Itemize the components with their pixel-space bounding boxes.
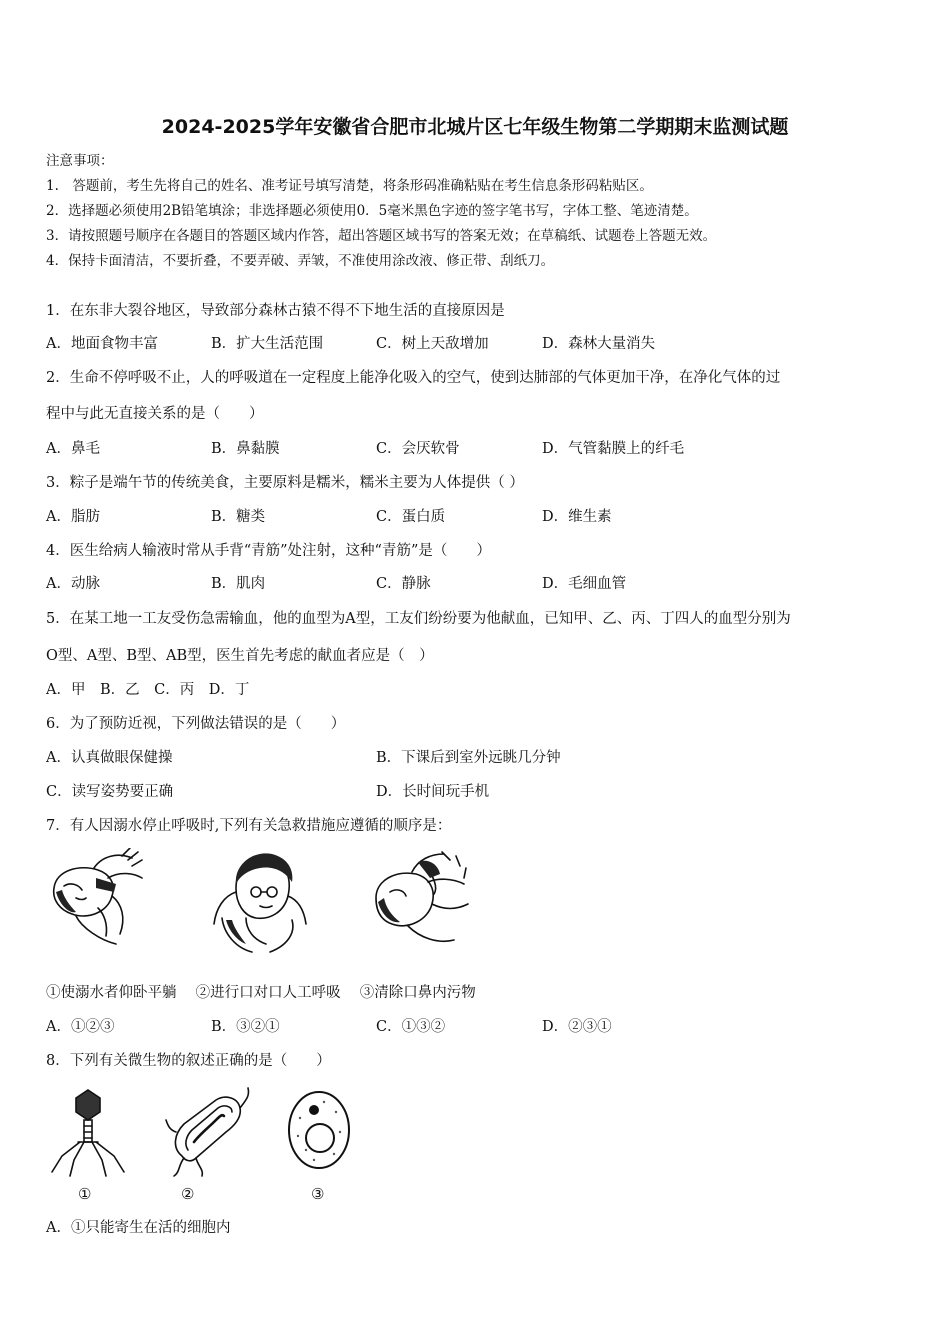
q2-option-b: B．鼻黏膜 [211,441,280,457]
q4-option-a: A．动脉 [46,576,100,592]
rescue-figure-3-image [368,848,474,948]
q6-option-c: C．读写姿势要正确 [46,784,174,800]
q1-option-d: D．森林大量消失 [542,336,656,352]
q5-options: A．甲 B．乙 C．丙 D．丁 [46,682,250,698]
question-1-stem: 1．在东非大裂谷地区，导致部分森林古猿不得不下地生活的直接原因是 [46,303,505,319]
notice-heading: 注意事项： [46,153,114,169]
q1-option-a: A．地面食物丰富 [46,336,158,352]
q7-option-b: B．③②① [211,1019,280,1035]
q7-option-d: D．②③① [542,1019,612,1035]
q2-option-c: C．会厌软骨 [376,441,460,457]
question-2-stem-line1: 2．生命不停呼吸不止，人的呼吸道在一定程度上能净化吸入的空气，使到达肺部的气体更加干净，在净化气体的过 [46,370,781,386]
figure-label-3: ③ [311,1185,325,1203]
q6-option-d: D．长时间玩手机 [376,784,490,800]
notice-item: 4．保持卡面清洁，不要折叠，不要弄破、弄皱，不准使用涂改液、修正带、刮纸刀。 [46,253,555,269]
q6-option-b: B．下课后到室外远眺几分钟 [376,750,561,766]
figure-label-2: ② [181,1185,195,1203]
q7-option-c: C．①③② [376,1019,446,1035]
question-3-stem: 3．粽子是端午节的传统美食，主要原料是糯米，糯米主要为人体提供（ ） [46,475,524,491]
question-5-stem-line1: 5．在某工地一工友受伤急需输血，他的血型为A型，工友们纷纷要为他献血，已知甲、乙、丙、丁四人的血型分别为 [46,611,791,627]
q1-option-c: C．树上天敌增加 [376,336,489,352]
q1-option-b: B．扩大生活范围 [211,336,324,352]
question-6-stem: 6．为了预防近视，下列做法错误的是（ ） [46,716,346,732]
notice-item: 2．选择题必须使用2B铅笔填涂；非选择题必须使用0．5毫米黑色字迹的签字笔书写，字体工整、笔迹清楚。 [46,203,698,219]
q8-option-a: A．①只能寄生在活的细胞内 [46,1220,231,1236]
rescue-figure-1-image [46,848,146,950]
bacteriophage-image [48,1088,128,1180]
q2-option-a: A．鼻毛 [46,441,100,457]
q3-option-d: D．维生素 [542,509,612,525]
yeast-cell-image [284,1088,354,1172]
q4-option-c: C．静脉 [376,576,431,592]
figure-label-1: ① [78,1185,92,1203]
q6-option-a: A．认真做眼保健操 [46,750,173,766]
page-title: 2024-2025学年安徽省合肥市北城片区七年级生物第二学期期末监测试题 [161,116,789,138]
rescue-figure-2-image [206,848,310,956]
question-2-stem-line2: 程中与此无直接关系的是（ ） [46,406,264,422]
question-4-stem: 4．医生给病人输液时常从手背“青筋”处注射，这种“青筋”是（ ） [46,543,491,559]
question-8-stem: 8．下列有关微生物的叙述正确的是（ ） [46,1053,331,1069]
q3-option-b: B．糖类 [211,509,266,525]
q4-option-d: D．毛细血管 [542,576,627,592]
q7-option-a: A．①②③ [46,1019,115,1035]
q4-option-b: B．肌肉 [211,576,266,592]
question-5-stem-line2: O型、A型、B型、AB型，医生首先考虑的献血者应是（ ） [46,648,434,664]
notice-item: 1. 答题前，考生先将自己的姓名、准考证号填写清楚，将条形码准确粘贴在考生信息条形码粘贴区。 [46,178,653,194]
q3-option-c: C．蛋白质 [376,509,446,525]
bacterium-image [164,1086,254,1178]
question-7-caption: ①使溺水者仰卧平躺 ②进行口对口人工呼吸 ③清除口鼻内污物 [46,985,476,1001]
q3-option-a: A．脂肪 [46,509,100,525]
q2-option-d: D．气管黏膜上的纤毛 [542,441,685,457]
question-7-stem: 7．有人因溺水停止呼吸时,下列有关急救措施应遵循的顺序是： [46,818,452,834]
notice-item: 3．请按照题号顺序在各题目的答题区域内作答，超出答题区域书写的答案无效；在草稿纸、试题卷上答题无效。 [46,228,717,244]
